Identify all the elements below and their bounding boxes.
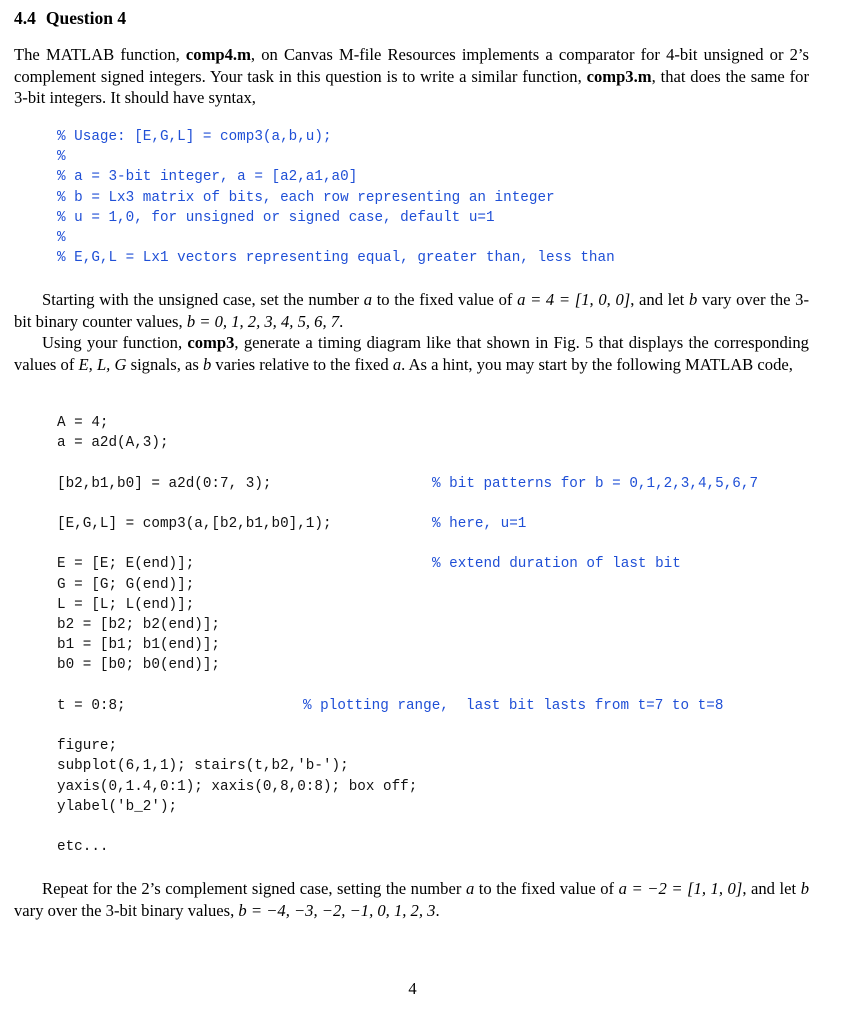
code-statement: etc... [57,839,109,856]
para3-text-3: signals, as [126,354,203,374]
var-b: b [800,879,809,898]
equation-b-range: b = 0, 1, 2, 3, 4, 5, 6, 7 [186,311,340,331]
para3-text-5: . As a hint, you may start by the following MATLAB code, [401,354,793,374]
filename-comp4: comp4.m [185,45,251,64]
paragraph-signed-case [14,878,809,921]
page-number: 4 [408,979,417,998]
usage-code-line: % Usage: [E,G,L] = comp3(a,b,u); [57,129,332,145]
section-number: 4.4 [14,8,36,28]
code-statement: L = [L; L(end)]; [57,596,195,613]
matlab-code-line [57,696,724,716]
usage-code-line: % b = Lx3 matrix of bits, each row representing an integer [57,189,555,206]
matlab-code-line [57,494,417,514]
var-b: b [688,290,698,309]
para4-text-3: , and let [742,879,801,898]
matlab-code-line [57,736,417,756]
var-a: a [465,879,475,898]
usage-code-line: % [57,230,66,247]
matlab-code-line [57,655,417,675]
matlab-code-line [57,716,417,736]
para2-text-5: . [339,311,344,331]
code-statement: ylabel('b_2'); [57,798,178,815]
code-statement: figure; [57,738,118,755]
function-comp3: comp3 [187,333,235,352]
para3-text-1: Using your function, [42,333,188,352]
usage-code-line: % a = 3-bit integer, a = [a2,a1,a0] [57,169,358,186]
code-statement: b1 = [b1; b1(end)]; [57,637,221,654]
matlab-code-line [57,474,759,494]
para2-text-1: Starting with the unsigned case, set the number [42,290,364,309]
usage-code-line: % E,G,L = Lx1 vectors representing equal, greater than, less than [57,250,615,267]
matlab-code-line [57,817,417,837]
code-statement [57,819,66,835]
code-statement [57,496,66,512]
matlab-code-block [57,413,759,857]
usage-code-line: % [57,149,66,166]
var-a: a [363,290,373,309]
section-heading [14,8,126,29]
equation-a-signed: a = −2 = [1, 1, 0] [618,879,743,898]
code-statement: E = [E; E(end)]; [57,556,195,573]
matlab-code-line [57,756,417,776]
paragraph-timing-diagram [14,332,809,375]
matlab-code-line [57,534,417,554]
code-statement: t = 0:8; [57,697,126,714]
matlab-code-line [57,514,527,534]
code-statement: a = a2d(A,3); [57,435,169,452]
code-statement [57,536,66,552]
equation-a-value: a = 4 = [1, 0, 0] [517,290,631,309]
matlab-code-line [57,797,417,817]
matlab-code-line [57,554,681,574]
code-statement: G = [G; G(end)]; [57,576,195,593]
para2-text-4: vary over the 3-bit binary counter values, [14,290,809,331]
para2-text-3: , and let [630,290,689,309]
para3-text-4: varies relative to the fixed [211,354,393,374]
matlab-code-line [57,433,417,453]
usage-code-block [57,127,615,268]
para3-text-2: , generate a timing diagram like that shown in Fig. 5 that displays the corresponding values of [14,333,809,374]
code-statement [57,678,66,694]
code-statement: A = 4; [57,415,109,431]
matlab-code-line [57,676,417,696]
paragraph-unsigned-setup [14,289,809,332]
code-comment: % plotting range, last bit lasts from t=7 to t=8 [303,697,724,714]
intro-text-2: , on Canvas M-file Resources implements a comparator for 4-bit unsigned or 2’s complement signed integers. Your task in this question is to write a similar function, [14,45,809,86]
usage-code-line: % u = 1,0, for unsigned or signed case, default u=1 [57,209,495,226]
matlab-code-line [57,777,417,797]
intro-paragraph [14,44,809,109]
intro-text-3: , that does the same for 3-bit integers. It should have syntax, [14,66,809,107]
matlab-code-line [57,413,417,433]
code-statement: subplot(6,1,1); stairs(t,b2,'b-'); [57,758,349,775]
matlab-code-line [57,837,417,857]
matlab-code-line [57,575,417,595]
para4-text-4: vary over the 3-bit binary values, [14,900,239,920]
code-statement: yaxis(0,1.4,0:1); xaxis(0,8,0:8); box off; [57,778,418,795]
code-comment: % here, u=1 [432,516,527,533]
filename-comp3: comp3.m [586,66,652,86]
matlab-code-line [57,635,417,655]
matlab-code-line [57,595,417,615]
code-statement: b0 = [b0; b0(end)]; [57,657,221,674]
code-statement: b2 = [b2; b2(end)]; [57,617,221,634]
var-a: a [392,354,402,374]
code-statement [57,455,66,471]
code-statement [57,718,66,734]
equation-b-signed-range: b = −4, −3, −2, −1, 0, 1, 2, 3 [238,900,436,920]
code-statement: [b2,b1,b0] = a2d(0:7, 3); [57,475,272,492]
code-comment: % bit patterns for b = 0,1,2,3,4,5,6,7 [432,475,759,492]
signals-elg: E, L, G [78,354,127,374]
code-statement: [E,G,L] = comp3(a,[b2,b1,b0],1); [57,516,332,533]
para4-text-1: Repeat for the 2’s complement signed case, setting the number [42,879,466,898]
para4-text-2: to the fixed value of [474,879,619,898]
var-b: b [202,354,212,374]
para2-text-2: to the fixed value of [372,290,518,309]
section-title: Question 4 [45,8,127,28]
matlab-code-line [57,453,417,473]
intro-text-1: The MATLAB function, [14,45,186,64]
code-comment: % extend duration of last bit [432,556,681,573]
matlab-code-line [57,615,417,635]
para4-text-5: . [435,900,440,920]
